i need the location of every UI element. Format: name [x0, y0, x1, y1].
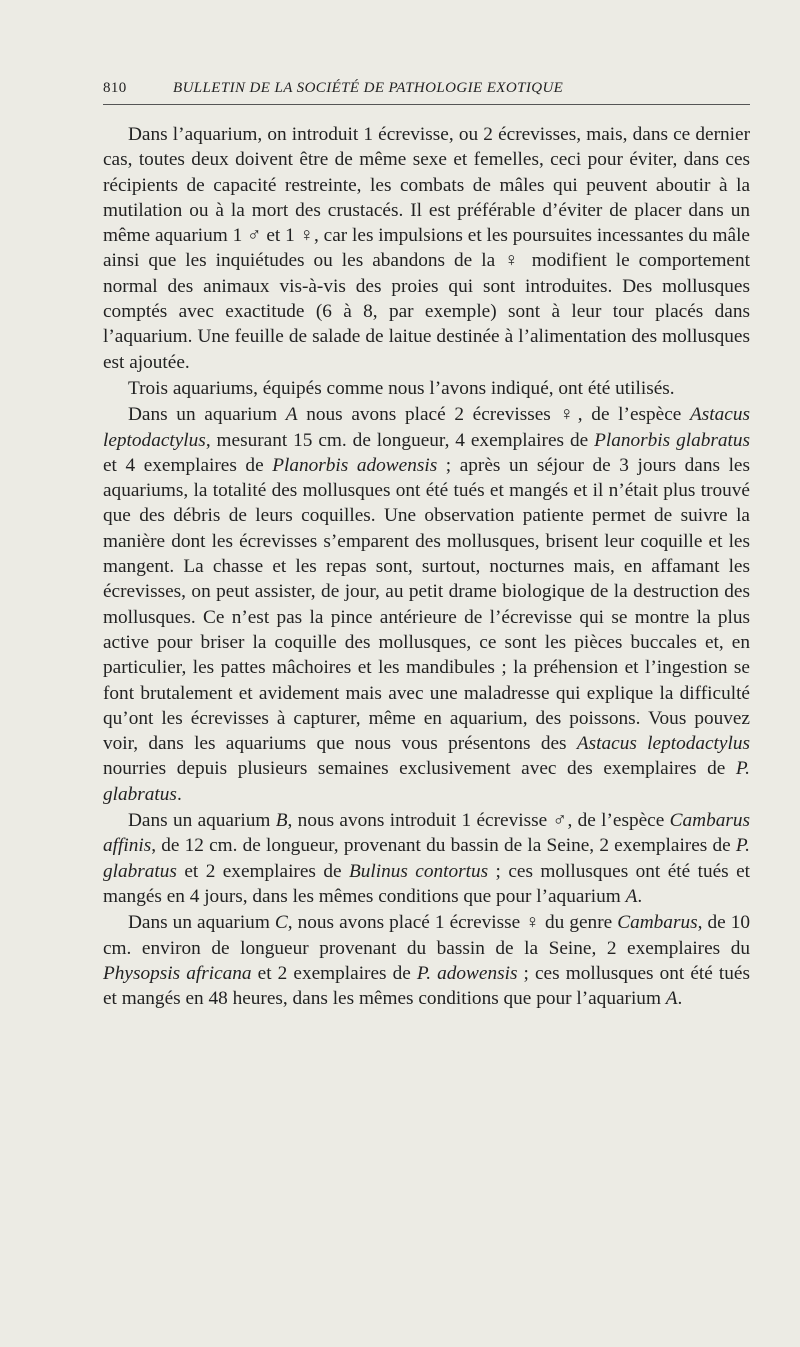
text-run: ; ces mollusques ont été tués et mangés en 4 jours, dans les mêmes conditions que pour l’aquarium — [103, 860, 750, 907]
text-run: , de 12 cm. de longueur, provenant du bassin de la Seine, 2 exemplaires de — [151, 835, 736, 857]
body-text — [103, 122, 750, 1011]
text-run: . — [637, 885, 643, 907]
italic-run: P. adowensis — [416, 962, 518, 984]
paragraph — [103, 122, 750, 375]
text-run: , nous avons placé 1 écrevisse ♀ du genre — [287, 912, 618, 934]
text-run: . — [677, 988, 683, 1010]
italic-run: A — [625, 885, 638, 907]
italic-run: Astacus leptodactylus — [103, 404, 750, 451]
text-run: nourries depuis plusieurs semaines exclusivement avec des exemplaires de — [103, 758, 736, 780]
page-number: 810 — [103, 80, 127, 96]
text-run: Dans un aquarium — [128, 810, 276, 832]
paragraph — [103, 808, 750, 909]
text-run: Dans un aquarium — [128, 404, 286, 426]
italic-run: P. glabratus — [103, 835, 750, 882]
text-run: Dans l’aquarium, on introduit 1 écrevisse, ou 2 écrevisses, mais, dans ce dernier cas, toutes deux doivent être de même sexe et femelles, ceci pour éviter, dans ces récipients de capacité restreinte, les combats de mâles qui peuvent aboutir à la mutilation ou à la mort des crustacés. Il est préférable d’éviter de placer dans un même aquarium 1 ♂ et 1 ♀, car les impulsions et les poursuites incessantes du mâle ainsi que les inquiétudes ou les abandons de la ♀ modifient le comportement normal des animaux vis-à-vis des proies qui sont introduites. Des mollusques comptés avec exactitude (6 à 8, par exemple) sont à leur tour placés dans l’aquarium. Une feuille de salade de laitue destinée à l’alimentation des mollusques est ajoutée. — [103, 124, 750, 373]
running-header — [103, 78, 750, 105]
text-run: Trois aquariums, équipés comme nous l’avons indiqué, ont été utilisés. — [128, 377, 675, 399]
italic-run: Physopsis africana — [103, 962, 252, 984]
paragraph — [103, 402, 750, 807]
italic-run: C — [274, 912, 288, 934]
italic-run: Cambarus — [617, 912, 698, 934]
text-run: nous avons placé 2 écrevisses ♀, de l’espèce — [297, 404, 691, 426]
text-run: et 2 exemplaires de — [176, 860, 349, 882]
text-run: ; ces mollusques ont été tués et mangés en 48 heures, dans les mêmes conditions que pour l’aquarium — [103, 962, 750, 1010]
text-run: , nous avons introduit 1 écrevisse ♂, de l’espèce — [287, 810, 670, 832]
italic-run: Bulinus contortus — [348, 860, 489, 882]
text-run: , mesurant 15 cm. de longueur, 4 exemplaires de — [205, 429, 595, 451]
text-run: ; après un séjour de 3 jours dans les aquariums, la totalité des mollusques ont été tués et mangés et il n’était plus trouvé que des débris de leurs coquilles. Une observation patiente permet de suivre la manière dont les écrevisses s’emparent des mollusques, brisent leur coquille et les mangent. La chasse et les repas sont, surtout, nocturnes mais, en affamant les écrevisses, on peut assister, de jour, au petit drame biologique de la destruction des mollusques. Ce n’est pas la pince antérieure de l’écrevisse qui se montre la plus active pour briser la coquille des mollusques, ce sont les pièces buccales et, en particulier, les pattes mâchoires et les mandibules ; la préhension et l’ingestion se font brutalement et avidement mais avec une maladresse qui explique la difficulté qu’ont les écrevisses à capturer, même en aquarium, des poissons. Vous pouvez voir, dans les aquariums que nous vous présentons des — [103, 454, 750, 755]
italic-run: A — [285, 404, 298, 426]
text-run: et 4 exemplaires de — [103, 454, 273, 476]
italic-run: Planorbis glabratus — [594, 429, 751, 451]
italic-run: P. glabratus — [103, 758, 750, 805]
text-run: Dans un aquarium — [128, 912, 275, 934]
paragraph — [103, 376, 750, 401]
running-title: BULLETIN DE LA SOCIÉTÉ DE PATHOLOGIE EXOTIQUE — [173, 80, 564, 96]
text-run: . — [176, 783, 182, 805]
italic-run: A — [665, 988, 678, 1010]
text-run: , de 10 cm. environ de longueur provenant du bassin de la Seine, 2 exemplaires du — [103, 912, 750, 959]
text-run: et 2 exemplaires de — [251, 962, 417, 984]
italic-run: Cambarus affinis — [103, 810, 750, 857]
italic-run: Astacus leptodactylus — [576, 733, 750, 755]
paragraph — [103, 910, 750, 1011]
italic-run: Planorbis adowensis — [272, 454, 438, 476]
italic-run: B — [275, 810, 288, 832]
